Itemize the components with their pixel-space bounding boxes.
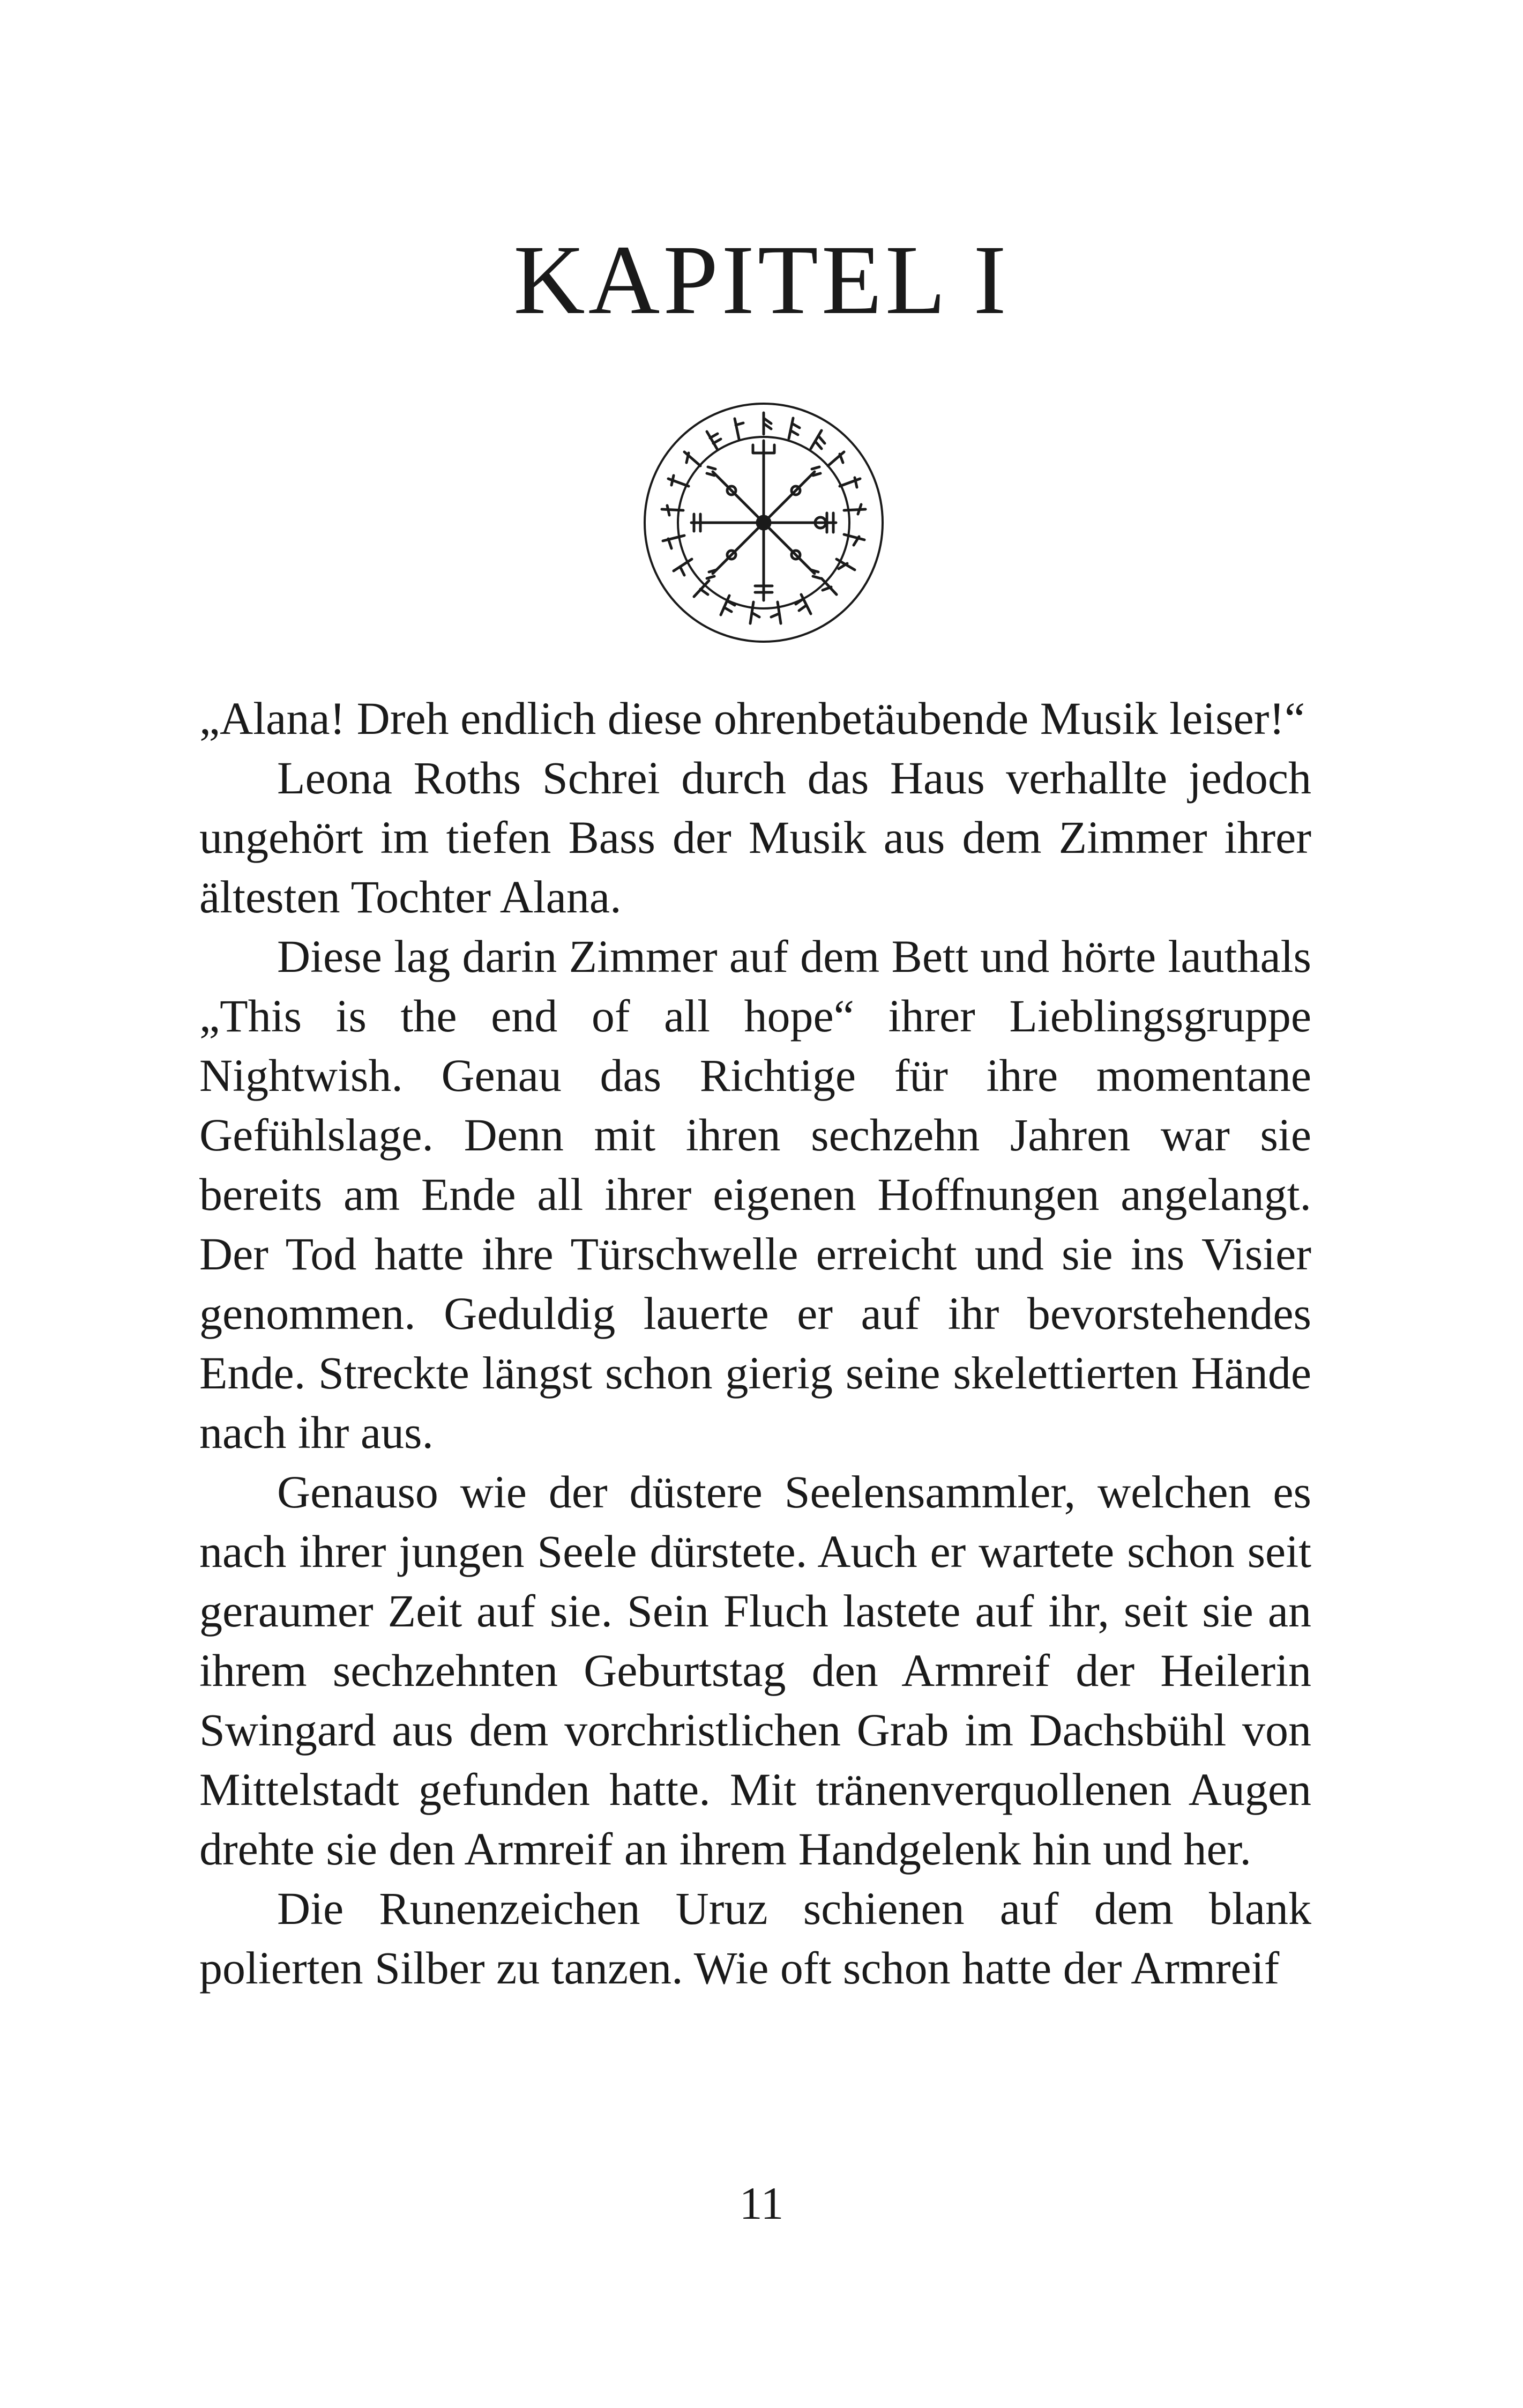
paragraph: Leona Roths Schrei durch das Haus verhallte jedoch ungehört im tiefen Bass der Musik aus dem Zimmer ihrer ältesten Tochter Alana. [199, 752, 1311, 923]
chapter-body-text [199, 689, 1311, 1998]
paragraph: Die Runenzeichen Uruz schienen auf dem blank polierten Silber zu tanzen. Wie oft schon hatte der Armreif [199, 1883, 1311, 1994]
page-number: 11 [739, 2177, 784, 2229]
paragraph: Genauso wie der düstere Seelensammler, welchen es nach ihrer jungen Seele dürstete. Auch er wartete schon seit geraumer Zeit auf sie. Sein Fluch lastete auf ihr, seit sie an ihrem sechzehnten Geburtstag den Armreif der Heilerin Swingard aus dem vorchristlichen Grab im Dachsbühl von Mittelstadt gefunden hatte. Mit tränenverquollenen Augen drehte sie den Armreif an ihrem Handgelenk hin und her. [199, 1466, 1311, 1875]
paragraph: „Alana! Dreh endlich diese ohrenbetäubende Musik leiser!“ [199, 693, 1305, 744]
chapter-title: KAPITEL I [513, 225, 1010, 335]
vegvisir-rune-compass-icon [640, 399, 887, 646]
paragraph: Diese lag darin Zimmer auf dem Bett und hörte lauthals „This is the end of all hope“ ihrer Lieblingsgruppe Nightwish. Genau das Richtige für ihre momentane Gefühlslage. Denn mit ihren sechzehn Jahren war sie bereits am Ende all ihrer eigenen Hoffnungen angelangt. Der Tod hatte ihre Türschwelle erreicht und sie ins Visier genommen. Geduldig lauerte er auf ihr bevorstehendes Ende. Streckte längst schon gierig seine skelettierten Hände nach ihr aus. [199, 931, 1311, 1458]
